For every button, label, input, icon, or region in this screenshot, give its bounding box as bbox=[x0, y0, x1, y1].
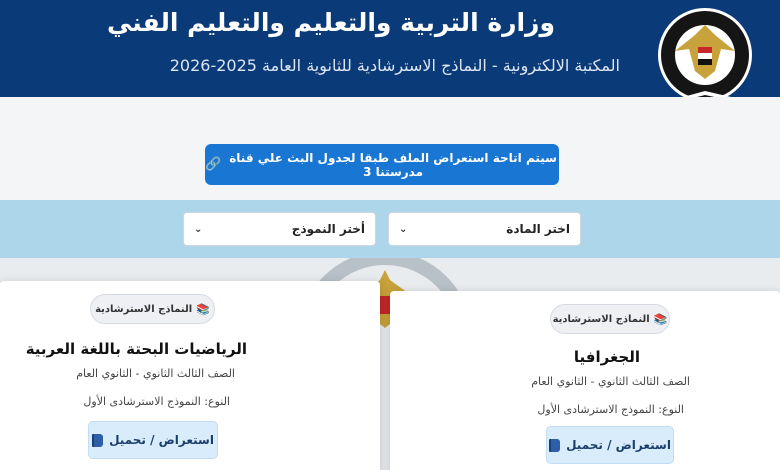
view-download-button[interactable]: استعراض / تحميل bbox=[546, 426, 674, 464]
card-title: الرياضيات البحتة باللغة العربية bbox=[25, 340, 247, 358]
broadcast-notice-button[interactable] bbox=[205, 144, 559, 185]
books-icon: 📚 bbox=[653, 312, 668, 326]
category-badge: 📚 النماذج الاسترشادية bbox=[550, 304, 670, 334]
notice-label: سيتم اتاحة استعراض الملف طبقا لجدول البث علي قناة مدرستنا 3 bbox=[229, 150, 557, 179]
view-download-button[interactable]: استعراض / تحميل bbox=[88, 421, 218, 459]
page-subtitle: المكتبة الالكترونية - النماذج الاسترشادية للثانوية العامة 2025-2026 bbox=[169, 56, 620, 75]
book-icon bbox=[549, 439, 560, 452]
subject-select[interactable] bbox=[388, 212, 581, 246]
card-pure-math bbox=[0, 281, 380, 470]
page-title: وزارة التربية والتعليم والتعليم الفني bbox=[106, 8, 555, 37]
model-select-value: أختر النموذج bbox=[291, 222, 365, 236]
books-icon: 📚 bbox=[196, 302, 210, 316]
card-grade: الصف الثالث الثانوي - الثانوي العام bbox=[76, 367, 235, 380]
book-icon bbox=[92, 434, 103, 447]
card-geography bbox=[390, 291, 780, 470]
model-select[interactable] bbox=[183, 212, 376, 246]
card-type: النوع: النموذج الاسترشادى الأول bbox=[83, 395, 230, 408]
link-icon: 🔗 bbox=[205, 157, 222, 172]
category-badge: 📚 النماذج الاسترشادية bbox=[90, 294, 215, 324]
card-title: الجغرافيا bbox=[573, 348, 640, 366]
chevron-down-icon: ⌄ bbox=[399, 223, 408, 235]
chevron-down-icon: ⌄ bbox=[194, 223, 203, 235]
subject-select-value: اختر المادة bbox=[506, 222, 570, 236]
card-grade: الصف الثالث الثانوي - الثانوي العام bbox=[531, 375, 690, 388]
card-type: النوع: النموذج الاسترشادى الأول bbox=[537, 403, 684, 416]
